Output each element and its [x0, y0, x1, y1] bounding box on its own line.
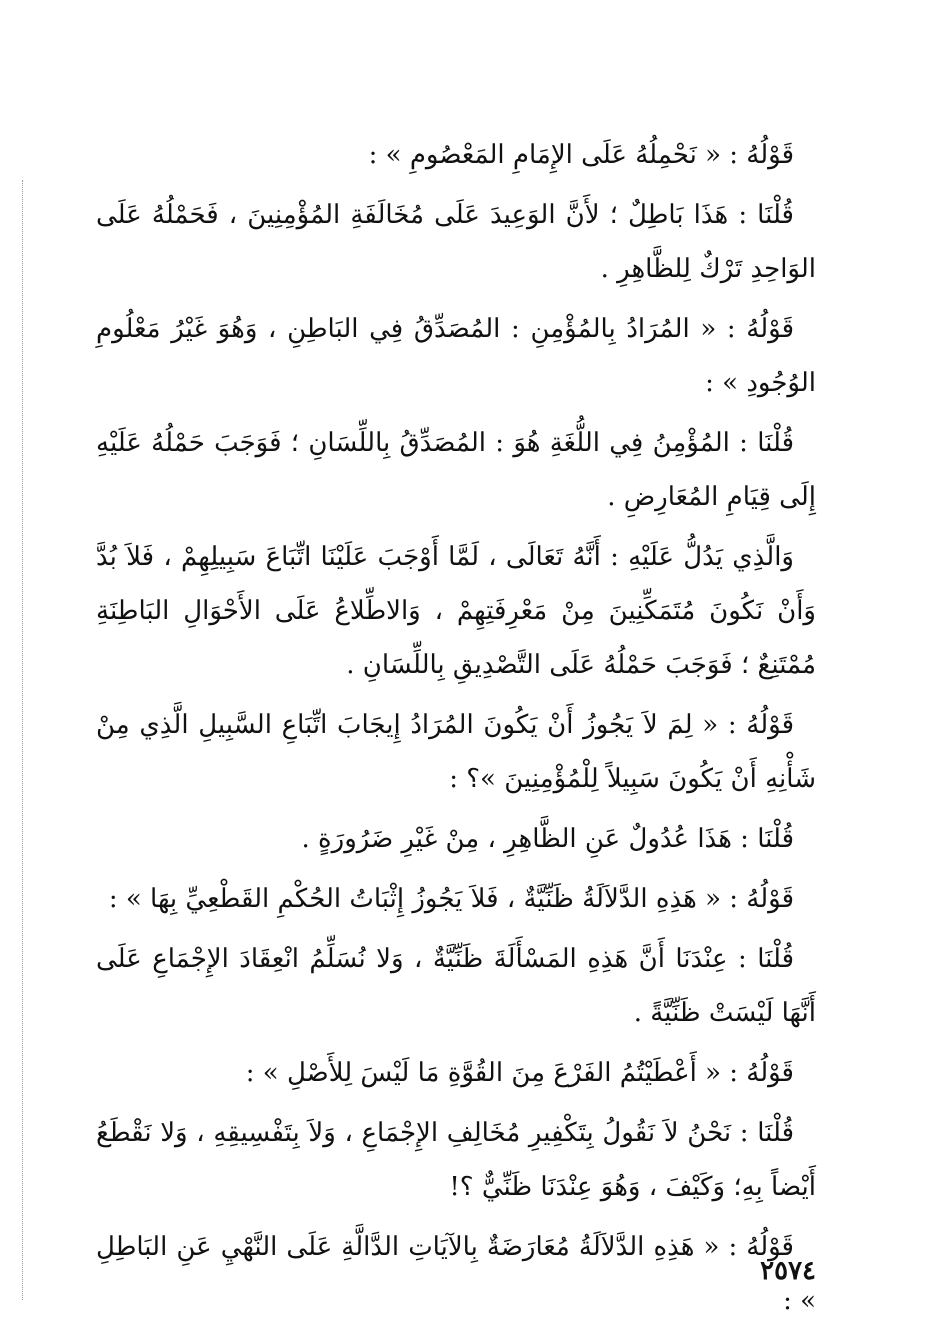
paragraph-8: قَوْلُهُ : « هَذِهِ الدَّلاَلَةُ ظَنِّيَّةٌ ، فَلاَ يَجُوزُ إِثْبَاتُ الحُكْمِ القَطْعِيِّ بِهَا » :: [108, 884, 794, 914]
paragraph-6: قَوْلُهُ : « لِمَ لاَ يَجُوزُ أَنْ يَكُونَ المُرَادُ إِيجَابَ اتِّبَاعِ السَّبِيلِ الَّذِي مِنْ شَأْنِهِ أَنْ يَكُونَ سَبِيلاً لِلْمُؤْمِنِينَ »؟ :: [96, 710, 816, 794]
paragraph-4: قُلْنَا : المُؤْمِنُ فِي اللُّغَةِ هُوَ : المُصَدِّقُ بِاللِّسَانِ ؛ فَوَجَبَ حَمْلُهُ عَلَيْهِ إِلَى قِيَامِ المُعَارِضِ .: [96, 428, 816, 512]
paragraph-9: قُلْنَا : عِنْدَنَا أَنَّ هَذِهِ المَسْأَلَةَ ظَنِّيَّةٌ ، وَلا نُسَلِّمُ انْعِقَادَ الإِجْمَاعِ عَلَى أَنَّهَا لَيْسَتْ ظَنِّيَّةً .: [96, 944, 816, 1028]
paragraph-12: قَوْلُهُ : « هَذِهِ الدَّلاَلَةُ مُعَارَضَةٌ بِالآيَاتِ الدَّالَّةِ عَلَى النَّهْيِ عَنِ البَاطِلِ » :: [96, 1232, 816, 1316]
paragraph-7: قُلْنَا : هَذَا عُدُولٌ عَنِ الظَّاهِرِ ، مِنْ غَيْرِ ضَرُورَةٍ .: [301, 824, 794, 854]
paragraph-1: قَوْلُهُ : « نَحْمِلُهُ عَلَى الإِمَامِ المَعْصُومِ » :: [368, 140, 794, 170]
paragraph-10: قَوْلُهُ : « أَعْطَيْتُمُ الفَرْعَ مِنَ القُوَّةِ مَا لَيْسَ لِلأَصْلِ » :: [245, 1058, 794, 1088]
paragraph-3: قَوْلُهُ : « المُرَادُ بِالمُؤْمِنِ : المُصَدِّقُ فِي البَاطِنِ ، وَهُوَ غَيْرُ مَعْلُومِ الوُجُودِ » :: [96, 314, 816, 398]
page-number: ٢٥٧٤: [760, 1256, 816, 1286]
paragraph-11: قُلْنَا : نَحْنُ لاَ نَقُولُ بِتَكْفِيرِ مُخَالِفِ الإِجْمَاعِ ، وَلاَ بِتَفْسِيقِهِ ، وَلا نَقْطَعُ أَيْضاً بِهِ؛ وَكَيْفَ ، وَهُوَ عِنْدَنَا ظَنِّيٌّ ؟!: [96, 1118, 816, 1202]
margin-dotted-line: [22, 180, 23, 1300]
paragraph-5: وَالَّذِي يَدُلُّ عَلَيْهِ : أَنَّهُ تَعَالَى ، لَمَّا أَوْجَبَ عَلَيْنَا اتِّبَاعَ سَبِيلِهِمْ ، فَلاَ بُدَّ وَأَنْ نَكُونَ مُتَمَكِّنِينَ مِنْ مَعْرِفَتِهِمْ ، وَالاطِّلاعُ عَلَى الأَحْوَالِ البَاطِنَةِ مُمْتَنِعٌ ؛ فَوَجَبَ حَمْلُهُ عَلَى التَّصْدِيقِ بِاللِّسَانِ .: [96, 542, 816, 680]
paragraph-2: قُلْنَا : هَذَا بَاطِلٌ ؛ لأَنَّ الوَعِيدَ عَلَى مُخَالَفَةِ المُؤْمِنِينَ ، فَحَمْلُهُ عَلَى الوَاحِدِ تَرْكٌ لِلظَّاهِرِ .: [96, 200, 816, 284]
body-text: [96, 128, 816, 1334]
